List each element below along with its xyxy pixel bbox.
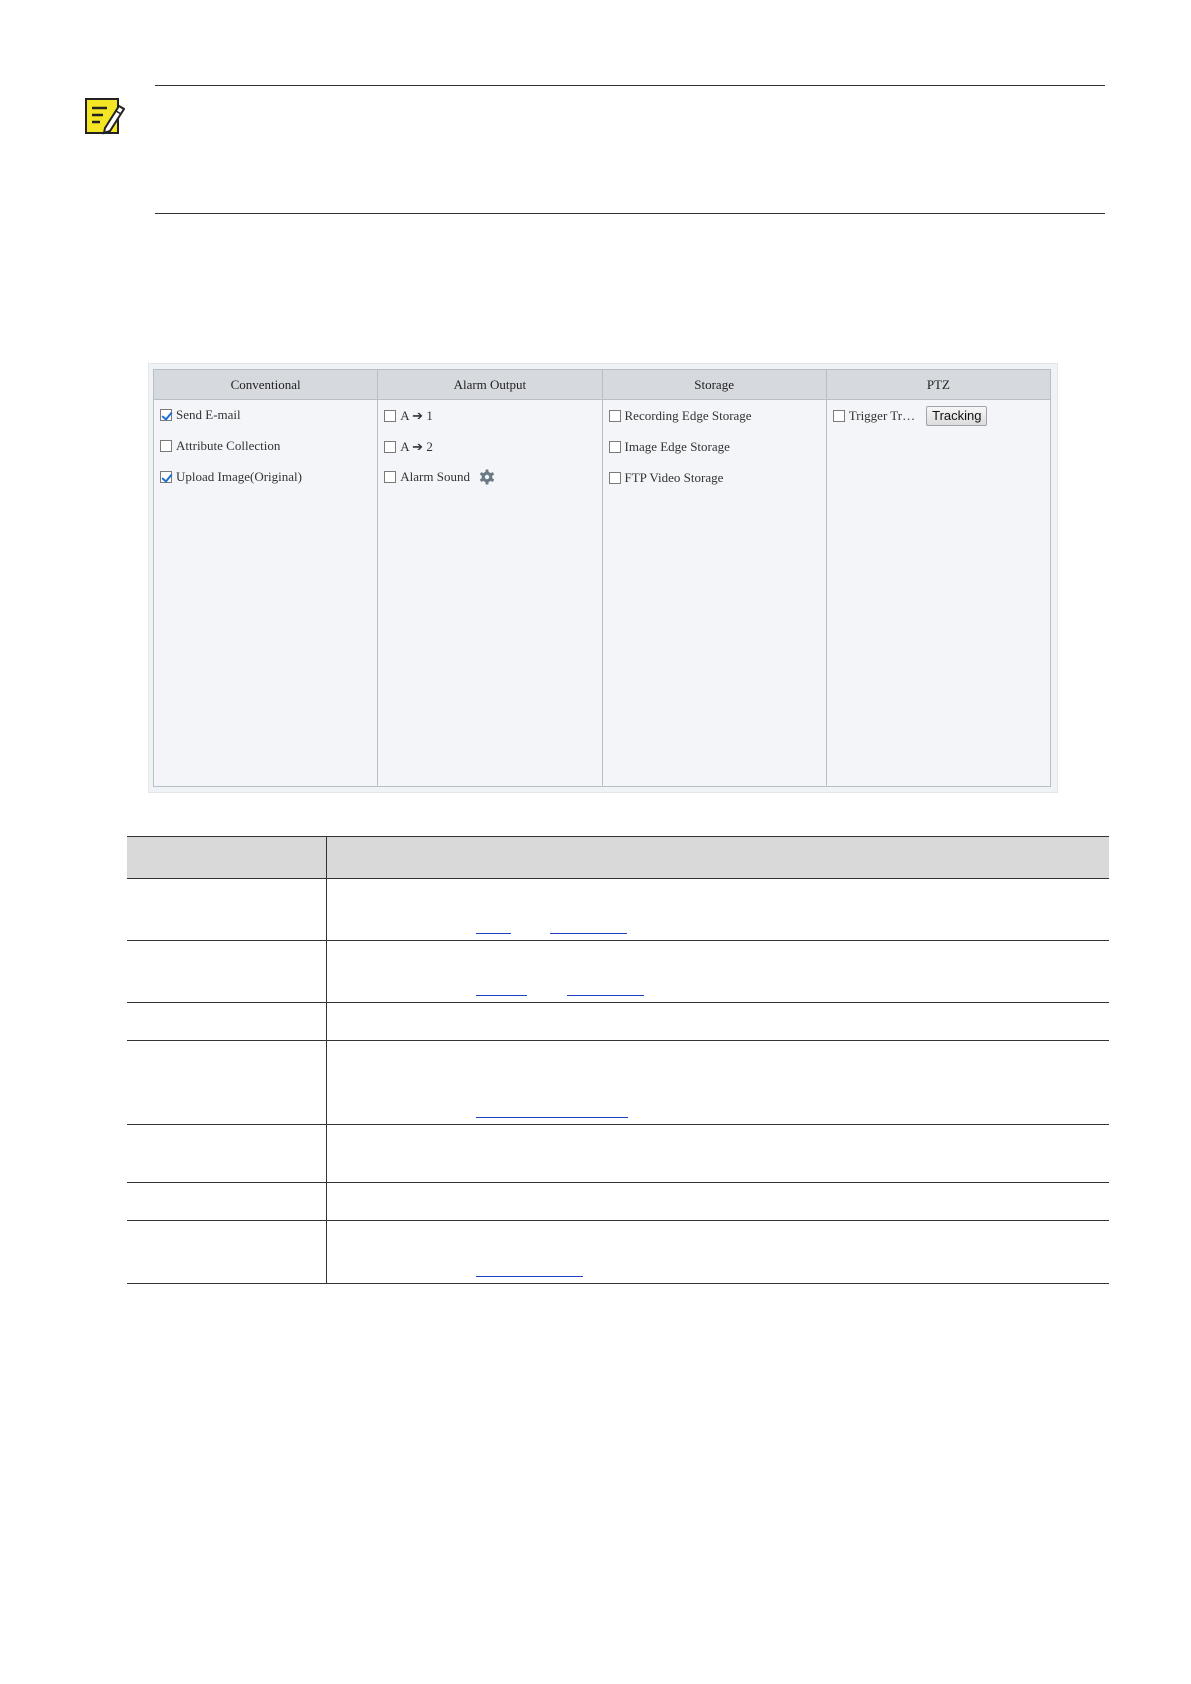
option-recording-edge-storage[interactable] (609, 407, 752, 425)
alarm-output-2-checkbox[interactable] (384, 441, 396, 453)
column-header-alarm-output: Alarm Output (378, 370, 601, 400)
alarm-action-panel (148, 363, 1058, 793)
alarm-sound-checkbox[interactable] (384, 471, 396, 483)
ftp-video-storage-label: FTP Video Storage (624, 470, 724, 485)
image-edge-storage-label: Image Edge Storage (624, 439, 730, 454)
alarm-output-1-label: A ➔ 1 (400, 408, 433, 423)
note-top-rule (155, 85, 1105, 86)
option-alarm-output-1[interactable] (384, 407, 433, 425)
option-attribute-collection[interactable] (160, 437, 280, 455)
doc-link[interactable] (476, 933, 511, 934)
option-alarm-output-2[interactable] (384, 438, 433, 456)
send-email-checkbox[interactable] (160, 409, 172, 421)
table-row (127, 1003, 1109, 1041)
tracking-button[interactable]: Tracking (926, 406, 987, 426)
option-ftp-video-storage[interactable] (609, 469, 724, 487)
attribute-collection-label: Attribute Collection (176, 438, 281, 453)
trigger-tracking-label: Trigger Tr… (848, 408, 916, 423)
column-conventional (154, 370, 378, 786)
column-header-conventional: Conventional (154, 370, 377, 400)
option-send-email[interactable] (160, 406, 241, 424)
table-row (127, 879, 1109, 941)
column-storage (603, 370, 827, 786)
alarm-output-1-checkbox[interactable] (384, 410, 396, 422)
note-pencil-icon (85, 96, 125, 136)
doc-link[interactable] (476, 1117, 628, 1118)
doc-link[interactable] (550, 933, 627, 934)
doc-link[interactable] (567, 995, 644, 996)
table-row (127, 1183, 1109, 1221)
table-header-row (127, 836, 1109, 879)
table-row (127, 1221, 1109, 1284)
table-row (127, 1041, 1109, 1125)
gear-icon[interactable] (479, 469, 495, 485)
alarm-sound-label: Alarm Sound (400, 469, 470, 484)
recording-edge-storage-label: Recording Edge Storage (624, 408, 752, 423)
option-upload-image[interactable] (160, 468, 302, 486)
alarm-output-2-label: A ➔ 2 (400, 439, 433, 454)
column-header-ptz: PTZ (827, 370, 1050, 400)
attribute-collection-checkbox[interactable] (160, 440, 172, 452)
action-grid (153, 369, 1051, 787)
trigger-tracking-checkbox[interactable] (833, 410, 845, 422)
table-row (127, 941, 1109, 1003)
image-edge-storage-checkbox[interactable] (609, 441, 621, 453)
note-bottom-rule (155, 213, 1105, 214)
recording-edge-storage-checkbox[interactable] (609, 410, 621, 422)
column-header-storage: Storage (603, 370, 826, 400)
column-alarm-output (378, 370, 602, 786)
table-row (127, 1125, 1109, 1183)
ftp-video-storage-checkbox[interactable] (609, 472, 621, 484)
upload-image-checkbox[interactable] (160, 471, 172, 483)
option-image-edge-storage[interactable] (609, 438, 730, 456)
option-trigger-tracking[interactable] (833, 407, 988, 425)
doc-link[interactable] (476, 1276, 583, 1277)
doc-link[interactable] (476, 995, 527, 996)
column-ptz (827, 370, 1050, 786)
upload-image-label: Upload Image(Original) (176, 469, 302, 484)
send-email-label: Send E-mail (176, 407, 241, 422)
parameter-table (127, 836, 1109, 1284)
option-alarm-sound[interactable] (384, 468, 495, 486)
